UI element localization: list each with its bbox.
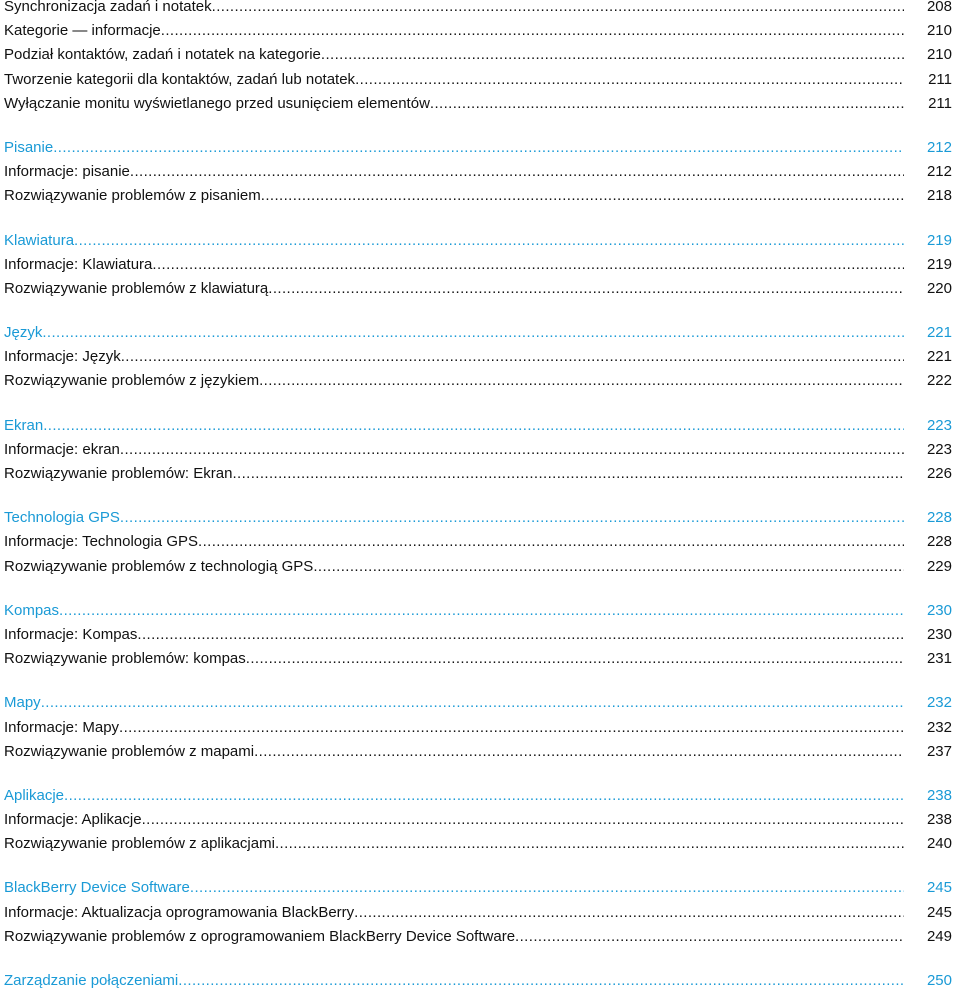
toc-entry-title: Informacje: Kompas xyxy=(4,625,138,643)
page-number: 240 xyxy=(926,835,952,853)
page-number: 238 xyxy=(926,811,952,829)
toc-entry-title: Informacje: Aplikacje xyxy=(4,811,142,829)
page-number: 222 xyxy=(926,372,952,390)
dot-leader xyxy=(232,462,904,486)
dot-leader xyxy=(119,716,904,740)
page-number: 250 xyxy=(926,972,952,989)
toc-chapter-link[interactable] xyxy=(4,229,952,253)
dot-leader xyxy=(275,832,904,856)
dot-leader xyxy=(355,68,904,92)
dot-leader xyxy=(53,136,904,160)
toc-chapter-link[interactable] xyxy=(4,414,952,438)
toc-entry-link[interactable] xyxy=(4,740,952,764)
toc-chapter-title: Język xyxy=(4,324,43,342)
page-number: 245 xyxy=(926,879,952,897)
dot-leader xyxy=(246,647,904,671)
page-number: 231 xyxy=(926,650,952,668)
dot-leader xyxy=(120,438,904,462)
toc-entry-title: Rozwiązywanie problemów z językiem xyxy=(4,372,260,390)
page-number: 229 xyxy=(926,557,952,575)
page-number: 232 xyxy=(926,718,952,736)
dot-leader xyxy=(212,0,904,19)
toc-entry-title: Kategorie — informacje xyxy=(4,22,161,40)
page-number: 211 xyxy=(928,70,952,88)
toc-entry-link[interactable] xyxy=(4,277,952,301)
dot-leader xyxy=(142,808,904,832)
dot-leader xyxy=(152,253,904,277)
page-number: 210 xyxy=(926,22,952,40)
dot-leader xyxy=(130,160,904,184)
toc-chapter-title: Ekran xyxy=(4,416,44,434)
dot-leader xyxy=(321,43,904,67)
page-number: 221 xyxy=(926,348,952,366)
page-number: 221 xyxy=(926,324,952,342)
toc-entry-link[interactable] xyxy=(4,438,952,462)
toc-entry-title: Rozwiązywanie problemów z klawiaturą xyxy=(4,279,269,297)
toc-entry-title: Rozwiązywanie problemów z aplikacjami xyxy=(4,835,275,853)
toc-section xyxy=(4,784,952,857)
toc-chapter-title: Kompas xyxy=(4,601,60,619)
toc-entry-title: Rozwiązywanie problemów z mapami xyxy=(4,742,255,760)
toc-entry-link[interactable] xyxy=(4,716,952,740)
page-number: 237 xyxy=(926,742,952,760)
dot-leader xyxy=(261,184,904,208)
toc-chapter-title: BlackBerry Device Software xyxy=(4,879,190,897)
toc-chapter-link[interactable] xyxy=(4,321,952,345)
toc-entry-link[interactable] xyxy=(4,19,952,43)
page-number: 228 xyxy=(926,533,952,551)
toc-chapter-title: Zarządzanie połączeniami xyxy=(4,972,179,989)
toc-entry-title: Synchronizacja zadań i notatek xyxy=(4,0,212,15)
dot-leader xyxy=(198,530,904,554)
toc-entry-link[interactable] xyxy=(4,623,952,647)
toc-section xyxy=(4,506,952,579)
dot-leader xyxy=(254,740,904,764)
page-number: 208 xyxy=(926,0,952,15)
toc-entry-link[interactable] xyxy=(4,369,952,393)
toc-entry-title: Informacje: Klawiatura xyxy=(4,255,153,273)
page-number: 245 xyxy=(926,903,952,921)
page-number: 211 xyxy=(928,94,952,112)
toc-section xyxy=(4,321,952,394)
toc-entry-link[interactable] xyxy=(4,92,952,116)
toc-section xyxy=(4,0,952,116)
toc-entry-link[interactable] xyxy=(4,462,952,486)
toc-entry-link[interactable] xyxy=(4,184,952,208)
page-number: 212 xyxy=(926,163,952,181)
dot-leader xyxy=(42,321,904,345)
toc-chapter-title: Mapy xyxy=(4,694,41,712)
toc-chapter-link[interactable] xyxy=(4,969,952,993)
toc-section xyxy=(4,599,952,672)
toc-section xyxy=(4,136,952,209)
page-number: 223 xyxy=(926,416,952,434)
dot-leader xyxy=(268,277,904,301)
dot-leader xyxy=(59,599,904,623)
toc-chapter-link[interactable] xyxy=(4,784,952,808)
page-number: 218 xyxy=(926,187,952,205)
dot-leader xyxy=(74,229,904,253)
toc-chapter-title: Aplikacje xyxy=(4,786,65,804)
dot-leader xyxy=(259,369,904,393)
dot-leader xyxy=(43,414,904,438)
toc-entry-link[interactable] xyxy=(4,901,952,925)
toc-entry-title: Informacje: Technologia GPS xyxy=(4,533,198,551)
dot-leader xyxy=(515,925,904,949)
toc-section xyxy=(4,229,952,302)
dot-leader xyxy=(178,969,904,993)
toc-chapter-link[interactable] xyxy=(4,506,952,530)
toc-entry-link[interactable] xyxy=(4,68,952,92)
page-number: 210 xyxy=(926,46,952,64)
toc-entry-link[interactable] xyxy=(4,530,952,554)
toc-section xyxy=(4,876,952,949)
dot-leader xyxy=(120,506,904,530)
page-number: 238 xyxy=(926,786,952,804)
toc-chapter-link[interactable] xyxy=(4,876,952,900)
page-number: 219 xyxy=(926,255,952,273)
toc-entry-link[interactable] xyxy=(4,43,952,67)
page-number: 223 xyxy=(926,440,952,458)
toc-entry-title: Informacje: Mapy xyxy=(4,718,120,736)
dot-leader xyxy=(190,876,904,900)
page-number: 212 xyxy=(926,138,952,156)
dot-leader xyxy=(161,19,904,43)
table-of-contents xyxy=(4,0,952,993)
toc-chapter-title: Klawiatura xyxy=(4,231,75,249)
toc-entry-title: Rozwiązywanie problemów z technologią GPS xyxy=(4,557,314,575)
dot-leader xyxy=(121,345,904,369)
toc-chapter-link[interactable] xyxy=(4,691,952,715)
page-number: 230 xyxy=(926,625,952,643)
toc-entry-link[interactable] xyxy=(4,808,952,832)
toc-entry-link[interactable] xyxy=(4,832,952,856)
toc-chapter-link[interactable] xyxy=(4,136,952,160)
toc-entry-link[interactable] xyxy=(4,253,952,277)
page-number: 249 xyxy=(926,927,952,945)
page-number: 232 xyxy=(926,694,952,712)
dot-leader xyxy=(430,92,904,116)
toc-entry-title: Wyłączanie monitu wyświetlanego przed usunięciem elementów xyxy=(4,94,430,112)
toc-entry-link[interactable] xyxy=(4,160,952,184)
toc-entry-title: Informacje: Aktualizacja oprogramowania BlackBerry xyxy=(4,903,355,921)
toc-entry-title: Informacje: Język xyxy=(4,348,121,366)
toc-entry-title: Rozwiązywanie problemów z oprogramowaniem BlackBerry Device Software xyxy=(4,927,516,945)
page-number: 219 xyxy=(926,231,952,249)
toc-section xyxy=(4,691,952,764)
page-number: 228 xyxy=(926,509,952,527)
toc-entry-link[interactable] xyxy=(4,925,952,949)
toc-entry-title: Rozwiązywanie problemów z pisaniem xyxy=(4,187,261,205)
toc-entry-link[interactable] xyxy=(4,0,952,19)
toc-entry-link[interactable] xyxy=(4,345,952,369)
toc-section xyxy=(4,969,952,993)
dot-leader xyxy=(354,901,904,925)
dot-leader xyxy=(41,691,904,715)
toc-entry-title: Rozwiązywanie problemów: Ekran xyxy=(4,465,233,482)
dot-leader xyxy=(137,623,904,647)
toc-entry-title: Informacje: ekran xyxy=(4,440,120,458)
toc-entry-link[interactable] xyxy=(4,555,952,579)
toc-entry-link[interactable] xyxy=(4,647,952,671)
toc-chapter-title: Pisanie xyxy=(4,138,54,156)
toc-section xyxy=(4,414,952,487)
page-number: 230 xyxy=(926,601,952,619)
toc-entry-title: Informacje: pisanie xyxy=(4,163,130,181)
page-number: 226 xyxy=(926,465,952,482)
dot-leader xyxy=(64,784,904,808)
toc-entry-title: Podział kontaktów, zadań i notatek na kategorie xyxy=(4,46,321,64)
toc-chapter-link[interactable] xyxy=(4,599,952,623)
toc-entry-title: Tworzenie kategorii dla kontaktów, zadań lub notatek xyxy=(4,70,356,88)
toc-chapter-title: Technologia GPS xyxy=(4,509,120,527)
toc-entry-title: Rozwiązywanie problemów: kompas xyxy=(4,650,246,668)
page-number: 220 xyxy=(926,279,952,297)
dot-leader xyxy=(313,555,904,579)
